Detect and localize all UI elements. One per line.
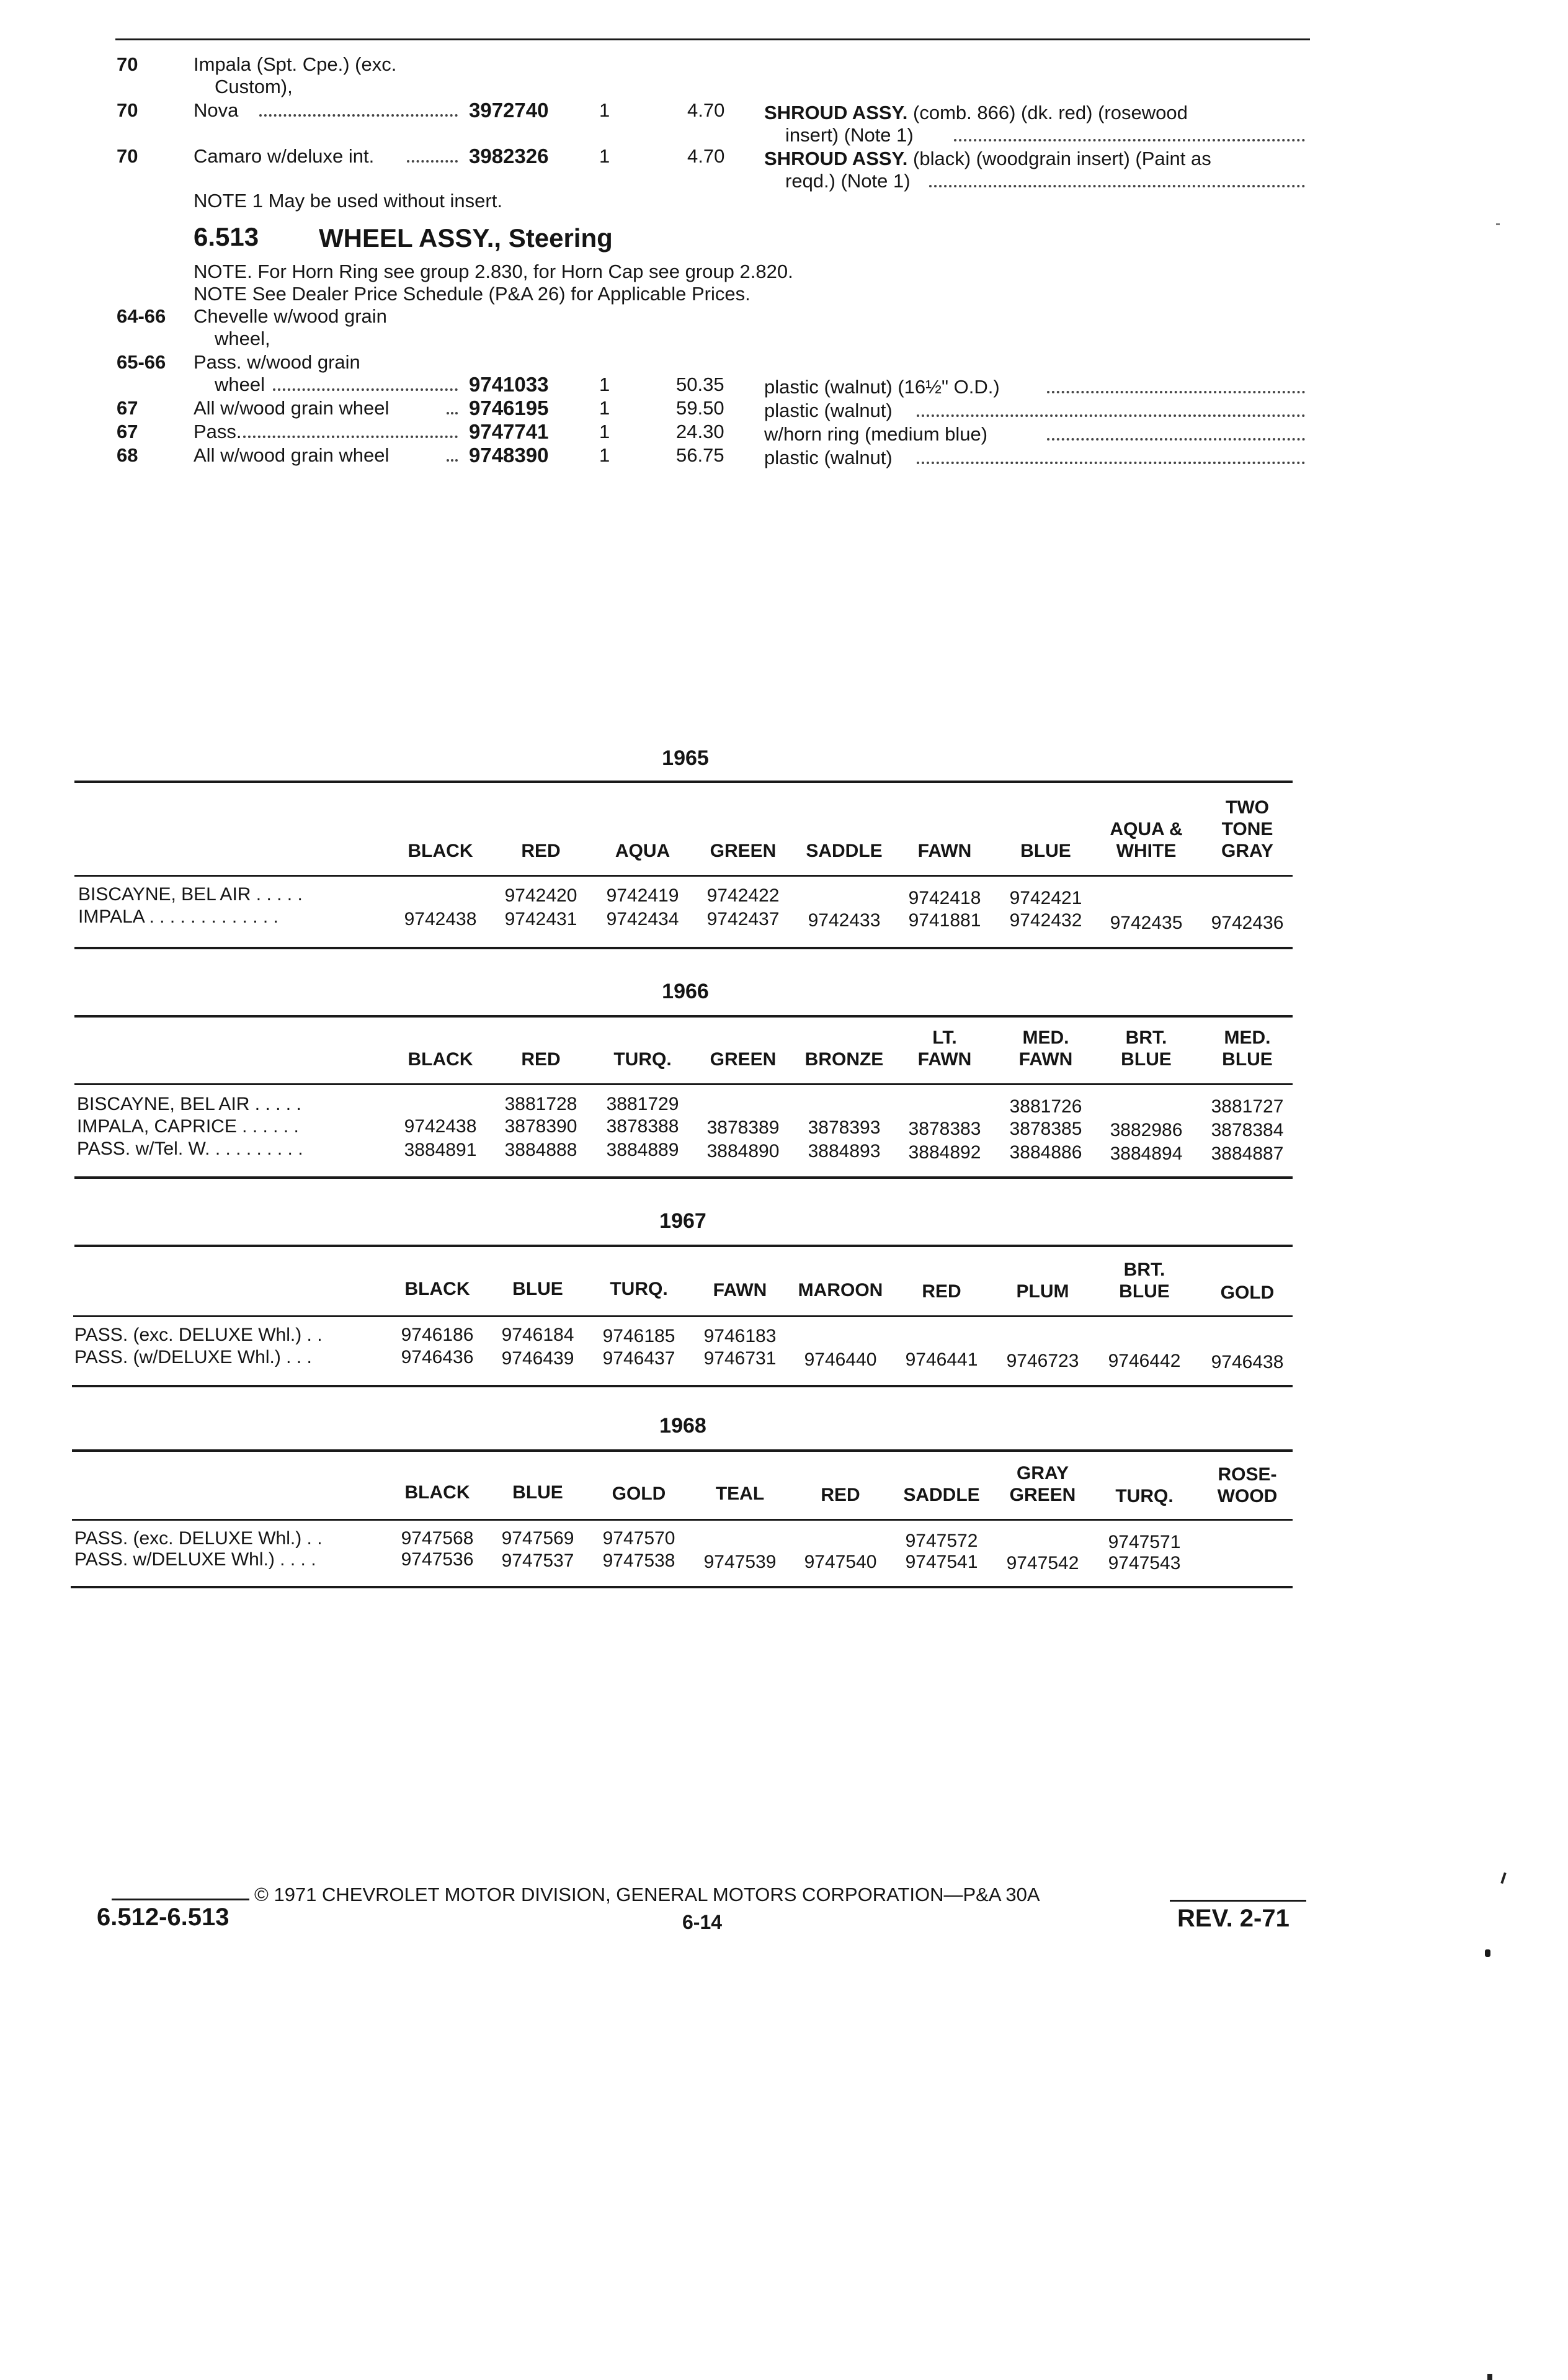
part-number: 9747741	[469, 420, 549, 443]
part-name-detail: w/horn ring (medium blue)	[764, 423, 988, 445]
table-cell: 3878383	[908, 1119, 981, 1139]
table-cell: 9747571	[1108, 1532, 1181, 1552]
table-cell: 9742438	[404, 909, 477, 929]
year-cell: 67	[117, 397, 138, 419]
note-price: NOTE See Dealer Price Schedule (P&A 26) for Applicable Prices.	[194, 283, 751, 305]
table-cell: 9746438	[1211, 1352, 1284, 1372]
table-cell: 9746441	[905, 1349, 978, 1370]
table-cell: 9747541	[905, 1552, 978, 1572]
table-cell: 9742436	[1211, 913, 1284, 933]
row-label: PASS. (w/DELUXE Whl.) . . .	[74, 1347, 312, 1367]
column-header: FAWN	[713, 1280, 767, 1300]
scan-speck	[1500, 1872, 1506, 1884]
column-header: PLUM	[1016, 1281, 1069, 1302]
table-cell: 3881728	[504, 1094, 577, 1114]
table-cell: 9742434	[606, 909, 679, 929]
column-header: MAROON	[798, 1280, 883, 1300]
table-cell: 3884894	[1110, 1143, 1183, 1164]
table-cell: 3884886	[1009, 1142, 1082, 1163]
table-cell: 9746184	[501, 1325, 574, 1345]
table-cell: 3878393	[808, 1117, 881, 1138]
part-name-continued: reqd.) (Note 1)	[785, 170, 911, 192]
column-header: BLUE	[512, 1482, 563, 1503]
leader-dots	[447, 459, 458, 462]
scan-speck	[1485, 1949, 1490, 1957]
table-cell: 3884892	[908, 1142, 981, 1163]
column-header: AQUA	[615, 841, 670, 861]
top-rule	[115, 38, 1310, 40]
column-header: BRT. BLUE	[1121, 1027, 1172, 1070]
column-header: FAWN	[917, 841, 972, 861]
table-year-1967: 1967	[659, 1209, 706, 1233]
leader-dots	[917, 414, 1305, 417]
part-name-detail: plastic (walnut) (16½" O.D.)	[764, 376, 1000, 398]
table-cell: 9747539	[703, 1552, 777, 1572]
column-header: BLACK	[404, 1279, 470, 1299]
revision: REV. 2-71	[1177, 1905, 1290, 1932]
quantity: 1	[599, 145, 610, 167]
table-top-rule	[74, 1015, 1293, 1018]
leader-dots	[1047, 391, 1305, 393]
table-cell: 9746440	[804, 1349, 877, 1370]
column-header: GREEN	[710, 841, 777, 861]
table-cell: 9742420	[504, 885, 577, 906]
header-rule	[73, 1315, 1293, 1317]
part-name-detail: plastic (walnut)	[764, 400, 893, 421]
description-continued: wheel	[215, 374, 265, 395]
price: 24.30	[676, 421, 724, 442]
leader-dots	[259, 114, 458, 117]
table-cell: 3884888	[504, 1140, 577, 1160]
year-cell: 70	[117, 99, 138, 121]
table-cell: 3884889	[606, 1140, 679, 1160]
part-number: 3982326	[469, 145, 549, 168]
description-continued: Custom),	[215, 76, 293, 97]
table-cell: 9747536	[401, 1549, 474, 1570]
part-name-detail: (black) (woodgrain insert) (Paint as	[913, 148, 1211, 169]
year-cell: 67	[117, 421, 138, 442]
table-cell: 3878384	[1211, 1120, 1284, 1140]
table-cell: 3881726	[1009, 1096, 1082, 1117]
part-name-bold: SHROUD ASSY.	[764, 148, 908, 169]
leader-dots	[1047, 438, 1305, 441]
table-cell: 9746437	[602, 1348, 675, 1369]
section-title: WHEEL ASSY., Steering	[319, 223, 613, 253]
column-header: GREEN	[710, 1049, 777, 1070]
row-label: BISCAYNE, BEL AIR . . . . .	[77, 1094, 301, 1114]
leader-dots	[447, 412, 458, 414]
table-year-1966: 1966	[662, 980, 709, 1003]
year-cell: 68	[117, 444, 138, 466]
description: Camaro w/deluxe int.	[194, 145, 375, 167]
part-number: 9748390	[469, 444, 549, 467]
row-label: PASS. w/Tel. W. . . . . . . . . .	[77, 1139, 303, 1159]
leader-dots	[407, 160, 458, 163]
quantity: 1	[599, 99, 610, 121]
table-cell: 3878385	[1009, 1119, 1082, 1139]
table-cell: 9742422	[706, 885, 780, 906]
leader-dots	[954, 139, 1305, 141]
table-top-rule	[74, 781, 1293, 783]
column-header: GOLD	[612, 1483, 666, 1504]
group-range: 6.512-6.513	[97, 1904, 229, 1931]
scan-speck	[1496, 223, 1500, 225]
column-header: ROSE- WOOD	[1217, 1464, 1278, 1506]
table-cell: 9747540	[804, 1552, 877, 1572]
table-cell: 9747569	[501, 1528, 574, 1549]
column-header: RED	[521, 841, 561, 861]
part-name	[764, 148, 1211, 170]
table-cell: 9746442	[1108, 1351, 1181, 1371]
page-number: 6-14	[682, 1911, 723, 1933]
table-cell: 9746185	[602, 1326, 675, 1346]
part-name-bold: SHROUD ASSY.	[764, 102, 908, 123]
column-header: GRAY GREEN	[1009, 1463, 1076, 1505]
table-cell: 3881729	[606, 1094, 679, 1114]
table-cell: 9746731	[703, 1348, 777, 1369]
column-header: TURQ.	[1115, 1486, 1174, 1506]
column-header: SADDLE	[903, 1485, 980, 1505]
table-cell: 9746183	[703, 1326, 777, 1346]
table-cell: 9747570	[602, 1528, 675, 1549]
column-header: BLUE	[512, 1279, 563, 1299]
table-cell: 3884891	[404, 1140, 477, 1160]
description: Chevelle w/wood grain	[194, 305, 387, 327]
header-rule	[72, 1519, 1293, 1521]
leader-dots	[273, 388, 458, 391]
table-cell: 9742421	[1009, 888, 1082, 908]
table-cell: 9746723	[1006, 1351, 1079, 1371]
quantity: 1	[599, 397, 610, 419]
table-cell: 3878390	[504, 1116, 577, 1137]
price: 4.70	[687, 99, 725, 121]
part-name-detail: (comb. 866) (dk. red) (rosewood	[913, 102, 1188, 123]
leader-dots	[929, 185, 1305, 187]
table-cell: 3881727	[1211, 1096, 1284, 1117]
table-cell: 9742437	[706, 909, 780, 929]
table-cell: 9742431	[504, 909, 577, 929]
table-cell: 3884887	[1211, 1143, 1284, 1164]
description: All w/wood grain wheel	[194, 444, 390, 466]
table-cell: 3878389	[706, 1117, 780, 1138]
section-number: 6.513	[194, 222, 259, 251]
column-header: MED. FAWN	[1018, 1027, 1073, 1070]
part-number: 9741033	[469, 373, 549, 396]
column-header: TURQ.	[610, 1279, 668, 1299]
column-header: GOLD	[1220, 1282, 1275, 1303]
row-label: PASS. (exc. DELUXE Whl.) . .	[74, 1528, 323, 1549]
row-label: IMPALA . . . . . . . . . . . . .	[78, 906, 278, 927]
column-header: BLACK	[404, 1482, 470, 1503]
footer-rule-left	[112, 1899, 249, 1900]
description: Nova	[194, 99, 239, 121]
column-header: MED. BLUE	[1222, 1027, 1273, 1070]
year-cell: 70	[117, 145, 138, 167]
table-cell: 9742419	[606, 885, 679, 906]
column-header: TEAL	[715, 1483, 765, 1504]
column-header: RED	[821, 1485, 860, 1505]
year-cell: 65-66	[117, 351, 166, 373]
column-header: BRONZE	[804, 1049, 884, 1070]
description: Pass.	[194, 421, 242, 442]
table-cell: 9746439	[501, 1348, 574, 1369]
table-cell: 9742432	[1009, 910, 1082, 931]
table-top-rule	[72, 1449, 1293, 1452]
table-year-1968: 1968	[659, 1414, 706, 1438]
table-cell: 9747572	[905, 1531, 978, 1551]
leader-dots	[243, 436, 458, 438]
description: Pass. w/wood grain	[194, 351, 360, 373]
copyright-line: © 1971 CHEVROLET MOTOR DIVISION, GENERAL MOTORS CORPORATION—P&A 30A	[254, 1884, 1040, 1905]
row-label: PASS. w/DELUXE Whl.) . . . .	[74, 1549, 316, 1570]
table-cell: 3884893	[808, 1141, 881, 1161]
quantity: 1	[599, 374, 610, 395]
price: 4.70	[687, 145, 725, 167]
description-continued: wheel,	[215, 328, 270, 349]
column-header: SADDLE	[806, 841, 883, 861]
footer-rule-right	[1170, 1900, 1306, 1902]
table-cell: 3878388	[606, 1116, 679, 1137]
table-cell: 9742418	[908, 888, 981, 908]
column-header: BRT. BLUE	[1119, 1259, 1170, 1302]
part-name-continued: insert) (Note 1)	[785, 124, 914, 146]
column-header: BLUE	[1020, 841, 1071, 861]
header-rule	[74, 875, 1293, 877]
price: 59.50	[676, 397, 724, 419]
row-label: PASS. (exc. DELUXE Whl.) . .	[74, 1325, 323, 1345]
column-header: BLACK	[408, 841, 473, 861]
table-cell: 9747543	[1108, 1553, 1181, 1573]
quantity: 1	[599, 421, 610, 442]
table-cell: 3882986	[1110, 1120, 1183, 1140]
table-cell: 9746436	[401, 1347, 474, 1367]
column-header: BLACK	[408, 1049, 473, 1070]
part-number: 9746195	[469, 396, 549, 419]
column-header: AQUA & WHITE	[1110, 819, 1183, 861]
price: 56.75	[676, 444, 724, 466]
table-cell: 3884890	[706, 1141, 780, 1161]
year-cell: 64-66	[117, 305, 166, 327]
column-header: TWO TONE GRAY	[1221, 797, 1273, 861]
table-cell: 9747568	[401, 1528, 474, 1549]
leader-dots	[917, 462, 1305, 464]
column-header: TURQ.	[613, 1049, 672, 1070]
table-cell: 9747537	[501, 1550, 574, 1571]
table-bottom-rule	[71, 1586, 1293, 1588]
note-horn: NOTE. For Horn Ring see group 2.830, for Horn Cap see group 2.820.	[194, 261, 793, 282]
part-number: 3972740	[469, 99, 549, 122]
note-1: NOTE 1 May be used without insert.	[194, 190, 502, 212]
table-year-1965: 1965	[662, 746, 709, 770]
table-cell: 9742433	[808, 910, 881, 931]
description: All w/wood grain wheel	[194, 397, 390, 419]
description: Impala (Spt. Cpe.) (exc.	[194, 53, 397, 75]
year-cell: 70	[117, 53, 138, 75]
column-header: RED	[521, 1049, 561, 1070]
table-bottom-rule	[74, 947, 1293, 949]
column-header: LT. FAWN	[917, 1027, 972, 1070]
header-rule	[74, 1083, 1293, 1085]
row-label: IMPALA, CAPRICE . . . . . .	[77, 1116, 299, 1137]
scan-speck	[1487, 2374, 1492, 2380]
table-cell: 9742438	[404, 1116, 477, 1137]
table-top-rule	[74, 1245, 1293, 1247]
price: 50.35	[676, 374, 724, 395]
column-header: RED	[922, 1281, 961, 1302]
table-cell: 9741881	[908, 910, 981, 931]
table-cell: 9746186	[401, 1325, 474, 1345]
part-name-detail: plastic (walnut)	[764, 447, 893, 468]
row-label: BISCAYNE, BEL AIR . . . . .	[78, 884, 303, 905]
table-cell: 9742435	[1110, 913, 1183, 933]
quantity: 1	[599, 444, 610, 466]
table-bottom-rule	[72, 1385, 1293, 1387]
table-cell: 9747538	[602, 1550, 675, 1571]
table-cell: 9747542	[1006, 1553, 1079, 1573]
table-bottom-rule	[74, 1176, 1293, 1179]
part-name	[764, 102, 1188, 124]
